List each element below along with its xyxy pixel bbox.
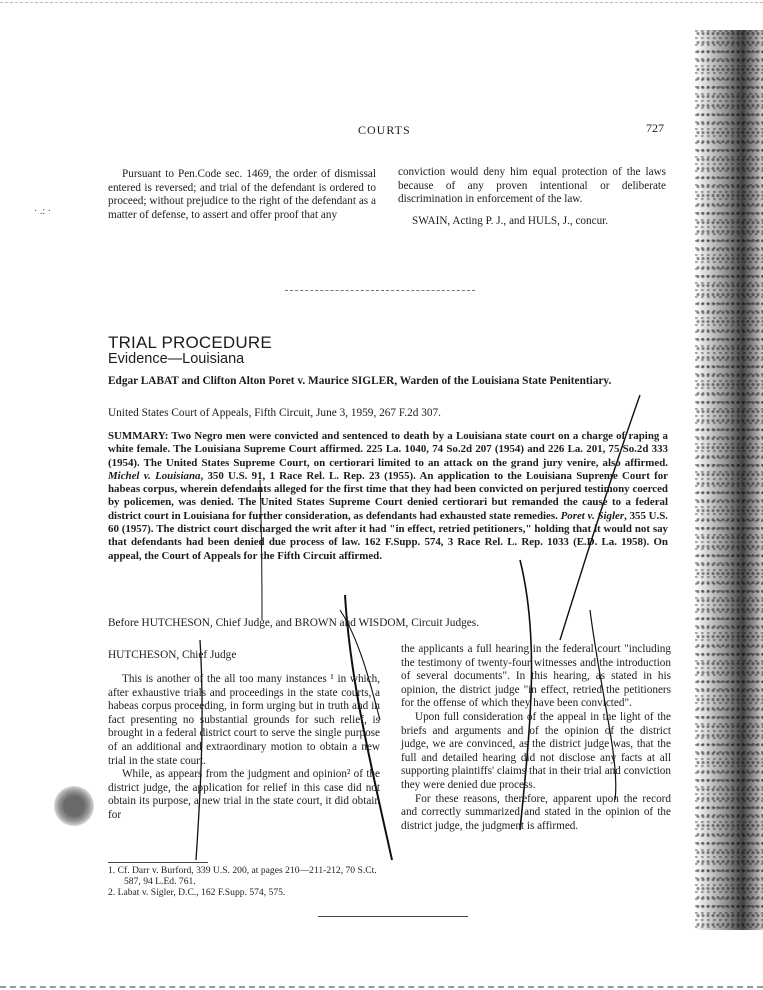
section-title: TRIAL PROCEDURE — [108, 333, 272, 352]
paragraph: While, as appears from the judgment and opinion² of the district judge, the application for relief in this case did not obtain its purpose, a new trial in the state court, it did obtain for — [108, 768, 380, 821]
case-parties: Edgar LABAT and Clifton Alton Poret v. Maurice SIGLER, Warden of the Louisiana State Penitentiary. — [108, 375, 612, 387]
case-name: Poret v. Sigler — [560, 509, 625, 522]
opinion-author: HUTCHESON, Chief Judge — [108, 649, 237, 661]
summary-text: , 355 U.S. 60 (1957). The district court discharged the writ after it had "in effect, retried petitioners," holding that it would not say that defendants had been denied due process of law. 162 F.Supp. 574, 3 Race Rel. L. Rep. 1033 (E.D. La. 1958). On appeal, the Court of Appeals for the Fifth Circuit affirmed. — [108, 509, 669, 562]
summary-text: , 350 U.S. 91, 1 Race Rel. L. Rep. 23 (1955). An application to the Louisiana Supreme Court for habeas corpus, wherein defendants alleged for the first time that they had been convicted on perjured testimony coerced by policemen, was denied. The United States Supreme Court denied certiorari but remanded the cause to a federal district court in Louisiana for further consideration, as defendants had exhausted state remedies. — [108, 469, 668, 522]
pen-stroke — [196, 640, 202, 860]
scan-specks: · .: · — [34, 206, 51, 217]
pen-stroke — [260, 480, 262, 620]
case-name: Michel v. Louisiana — [108, 469, 201, 482]
pen-stroke — [590, 610, 616, 800]
paragraph: Upon full consideration of the appeal in the light of the briefs and arguments and of the opinion of the district judge, we are convinced, as the district judge was, that the full and detailed hearing did not disclose any facts at all supporting plaintiffs' claims that in their trial and conviction they were denied due process. — [401, 710, 671, 791]
pen-stroke — [560, 395, 640, 640]
footnote: 1. Cf. Darr v. Burford, 339 U.S. 200, at pages 210—211-212, 70 S.Ct. 587, 94 L.Ed. 761. — [108, 865, 377, 887]
paragraph: conviction would deny him equal protection of the laws because of any proven intentional or deliberate discrimination in enforcement of the law. — [398, 166, 666, 206]
summary-label: SUMMARY: — [108, 430, 169, 442]
pen-stroke — [340, 610, 380, 720]
footnote: 2. Labat v. Sigler, D.C., 162 F.Supp. 574, 575. — [108, 887, 286, 898]
page-number: 727 — [646, 121, 664, 135]
paragraph: For these reasons, therefore, apparent upon the record and correctly summarized and stated in the opinion of the district judge, the judgment is affirmed. — [401, 792, 671, 832]
pen-stroke — [520, 560, 532, 830]
running-header: COURTS — [358, 123, 411, 137]
section-subtitle: Evidence—Louisiana — [108, 351, 245, 367]
bottom-border — [0, 986, 763, 988]
paragraph: This is another of the all too many instances ¹ in which, after exhaustive trials and proceedings in the state courts, a habeas corpus proceeding, in form urging but in truth and in fact presenting no substantial grounds for such relief, is brought in a federal district court to serve the single purpose of an additional and extraordinary motion to obtain a new trial in the state court. — [108, 673, 380, 767]
bench-line: Before HUTCHESON, Chief Judge, and BROWN and WISDOM, Circuit Judges. — [108, 617, 479, 629]
court-citation: United States Court of Appeals, Fifth Circuit, June 3, 1959, 267 F.2d 307. — [108, 407, 441, 419]
paragraph: Pursuant to Pen.Code sec. 1469, the order of dismissal entered is reversed; and trial of the defendant is ordered to proceed; without prejudice to the right of the defendant as a matter of defense, to assert and offer proof that any — [108, 168, 376, 221]
summary-text: Two Negro men were convicted and sentenced to death by a Louisiana state court on a charge of raping a white female. The Louisiana Supreme Court affirmed. 225 La. 1040, 74 So.2d 207 (1954) and 226 La. 201, 75 So.2d 333 (1954). The United States Supreme Court, on certiorari limited to an attack on the grand jury venire, also affirmed. — [108, 430, 668, 469]
pen-stroke — [345, 595, 392, 860]
concur-line: SWAIN, Acting P. J., and HULS, J., concur. — [412, 214, 609, 227]
paragraph: the applicants a full hearing in the federal court "including the testimony of twenty-four witnesses and the introduction of several documents". In this hearing, as stated in his opinion, the district judge "in effect, retried the petitioners for the offense of which they have been convicted". — [401, 643, 671, 710]
